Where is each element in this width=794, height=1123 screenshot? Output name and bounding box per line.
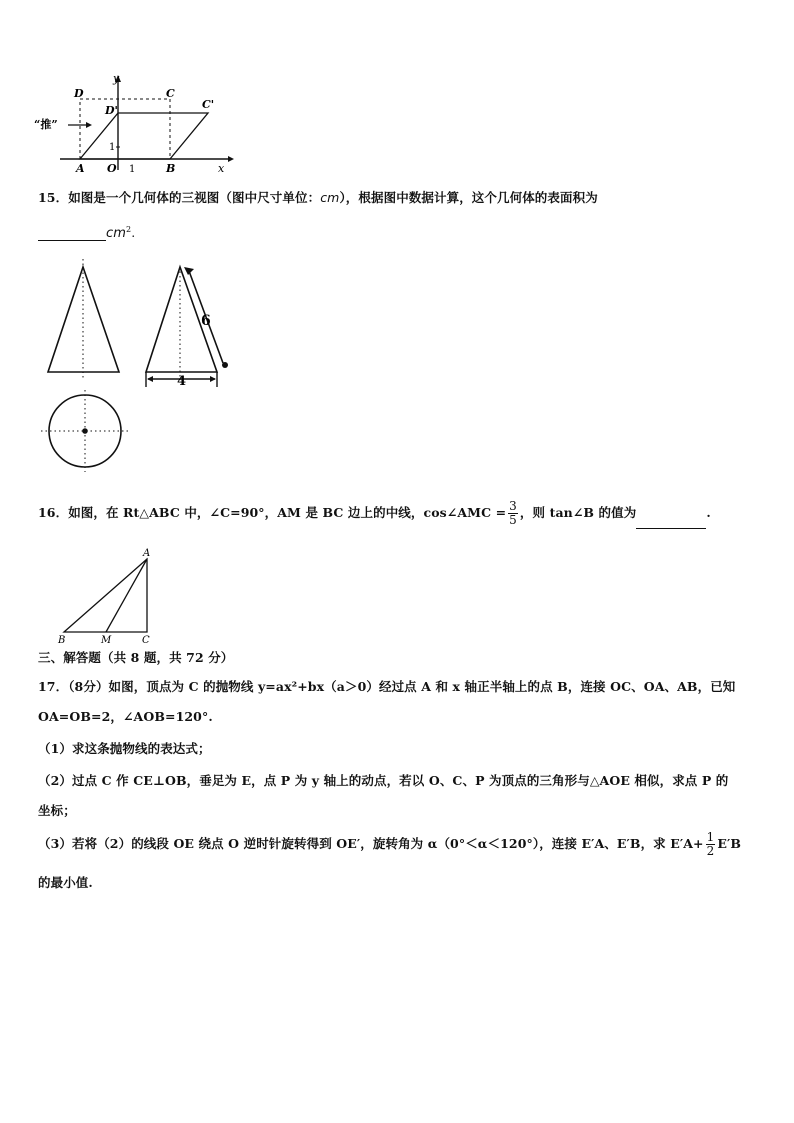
- slant-dim-label: 6: [201, 313, 211, 329]
- median-AM: [106, 559, 147, 632]
- label-1-y: 1: [109, 142, 116, 153]
- base-dim-arrow-right: [210, 376, 216, 382]
- label-B: B: [166, 162, 176, 175]
- label-B: B: [58, 635, 66, 646]
- q16-fraction: $\frac{3}{5}$: [509, 499, 517, 527]
- q15-answer-blank[interactable]: [38, 225, 106, 241]
- label-1-x: 1: [129, 164, 136, 175]
- q15-three-views: [35, 255, 250, 475]
- section3-title: 三、解答题（共 8 题，共 72 分）: [38, 650, 234, 665]
- q17-part3-line1: （3）若将（2）的线段 OE 绕点 O 逆时针旋转得到 OE′，旋转角为 α（0°＜α＜120°），连接 E′A、E′B，求 E′A+ $\frac{1}{2}$ E′B: [38, 830, 742, 858]
- q17-part2-line2: 坐标；: [38, 803, 76, 818]
- q17-line2: OA=OB=2，∠AOB=120°.: [38, 709, 213, 724]
- label-y: y: [113, 72, 120, 85]
- q17-part3-line2: 的最小值.: [38, 875, 93, 890]
- dashed-rectangle: [80, 99, 170, 159]
- q17-fraction: $\frac{1}{2}$: [706, 830, 715, 858]
- x-axis-arrow: [228, 156, 234, 162]
- label-C: C: [142, 635, 150, 646]
- base-dim-label: 4: [177, 374, 187, 389]
- label-x: x: [218, 162, 225, 175]
- parallelogram: [80, 113, 208, 159]
- q15-line1: 15．如图是一个几何体的三视图（图中尺寸单位：cm），根据图中数据计算，这个几何体的表面积为: [38, 190, 598, 205]
- push-arrow-head: [86, 122, 92, 128]
- triangle-ABC: [64, 559, 147, 632]
- label-O: O: [107, 162, 117, 175]
- label-D: D: [74, 87, 84, 100]
- q17-part1: （1）求这条抛物线的表达式；: [38, 741, 211, 756]
- fig14-diagram: [30, 70, 240, 180]
- label-push: “推”: [34, 118, 58, 131]
- q16-text: 16．如图，在 Rt△ABC 中，∠C=90°，AM 是 BC 边上的中线，cos∠AMC = $\frac{3}{5}$ ，则 tan∠B 的值为 .: [38, 499, 711, 527]
- q16-triangle-diagram: [55, 545, 165, 647]
- label-A: A: [143, 548, 151, 559]
- label-C-prime: C': [202, 98, 215, 111]
- label-D-prime: D': [105, 104, 118, 117]
- q15-unit: cm: [320, 190, 340, 205]
- slant-dim-arrow-top: [184, 267, 194, 275]
- slant-dim-end: [222, 362, 228, 368]
- base-dim-arrow-left: [147, 376, 153, 382]
- top-view-center-point: [82, 428, 88, 434]
- q17-part2-line1: （2）过点 C 作 CE⊥OB，垂足为 E，点 P 为 y 轴上的动点，若以 O、C、P 为顶点的三角形与△AOE 相似，求点 P 的: [38, 773, 729, 788]
- label-C: C: [166, 87, 175, 100]
- q16-answer-blank[interactable]: [636, 498, 706, 529]
- label-A: A: [76, 162, 85, 175]
- q15-answer-line: $cm^2$.: [38, 225, 135, 241]
- q17-line1: 17．（8分）如图，顶点为 C 的抛物线 y=ax²+bx（a＞0）经过点 A 和 x 轴正半轴上的点 B，连接 OC、OA、AB，已知: [38, 679, 736, 694]
- label-M: M: [101, 635, 112, 646]
